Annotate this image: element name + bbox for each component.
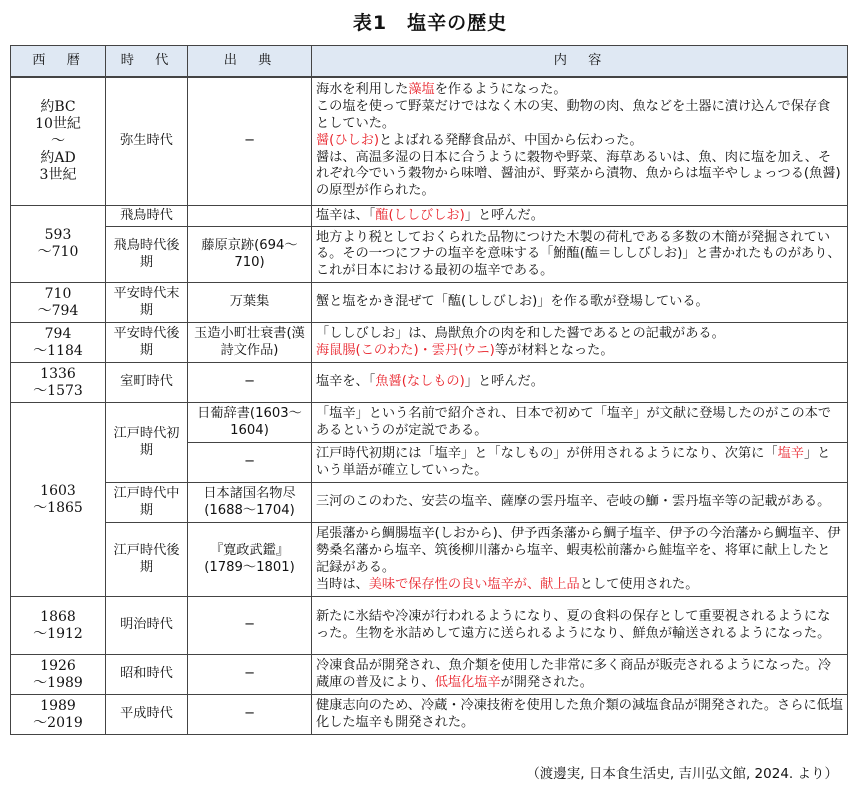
- source-cell: 日葡辞書(1603〜1604): [188, 403, 312, 443]
- source-cell: 『寛政武鑑』(1789〜1801): [188, 523, 312, 597]
- content-cell: [312, 227, 848, 283]
- content-text: 三河のこのわた、安芸の塩辛、薩摩の雲丹塩辛、壱岐の鰤・雲丹塩辛等の記載がある。: [316, 494, 831, 510]
- era-cell: 弥生時代: [106, 77, 188, 205]
- year-cell: 794 〜1184: [11, 323, 106, 363]
- era-cell: 飛鳥時代後期: [106, 227, 188, 283]
- header-source: 出 典: [188, 46, 312, 78]
- content-text: 塩辛は、「: [316, 207, 376, 223]
- content-text: 地方より税としておくられた品物につけた木製の荷札である多数の木簡が発掘されている。その一つにフナの塩辛を意味する「鮒醢(醢＝ししびしお)」と書かれたものがあり、これが日本における最初の塩辛である。: [316, 229, 841, 279]
- year-cell: 1868 〜1912: [11, 597, 106, 655]
- header-era: 時 代: [106, 46, 188, 78]
- highlight-text: 醢(ししびしお): [375, 207, 465, 223]
- content-paragraph: [316, 698, 843, 732]
- content-text: 尾張藩から鯛腸塩辛(しおから)、伊予西条藩から鯛子塩辛、伊予の今治藩から鯛塩辛、伊勢桑名藩から塩辛、筑後柳川藩から塩辛、蝦夷松前藩から鮭塩辛を、将軍に献上したと記録がある。: [316, 526, 841, 575]
- content-text: この塩を使って野菜だけではなく木の実、動物の肉、魚などを土器に漬け込んで保存食としていた。: [316, 99, 831, 132]
- content-text: 醤は、高温多湿の日本に合うように穀物や野菜、海草あるいは、魚、肉に塩を加え、それぞれ今でいう穀物から味噌、醤油が、野菜から漬物、魚からは塩辛やしょっつる(魚醤)の原型が作られた。: [316, 149, 841, 199]
- content-text: 蟹と塩をかき混ぜて「醢(ししびしお)」を作る歌が登場している。: [316, 294, 709, 310]
- highlight-text: 低塩化塩辛: [434, 674, 501, 690]
- source-cell: 玉造小町壮衰書(漢詩文作品): [188, 323, 312, 363]
- content-paragraph: [316, 99, 843, 133]
- content-paragraph: [316, 230, 843, 280]
- era-cell: 江戸時代後期: [106, 523, 188, 597]
- header-year: 西 暦: [11, 46, 106, 78]
- highlight-text: 醤(ひしお): [316, 132, 380, 148]
- header-row: [11, 46, 848, 78]
- source-cell: −: [188, 597, 312, 655]
- content-cell: [312, 523, 848, 597]
- table-row: [11, 403, 848, 443]
- table-row: [11, 205, 848, 227]
- content-text: 」という単語が確立していった。: [316, 446, 831, 478]
- content-cell: [312, 403, 848, 443]
- highlight-text: 藻塩: [408, 82, 435, 98]
- highlight-text: 魚醤(なしもの): [375, 374, 465, 390]
- year-cell: 1603 〜1865: [11, 403, 106, 597]
- table-row: [11, 523, 848, 597]
- content-cell: [312, 443, 848, 483]
- citation: （渡邊実, 日本食生活史, 吉川弘文館, 2024. より）: [526, 766, 838, 782]
- table-row: [11, 77, 848, 205]
- header-content: 内 容: [312, 46, 848, 78]
- source-cell: 万葉集: [188, 283, 312, 323]
- table-title: 表1 塩辛の歴史: [352, 12, 508, 34]
- year-cell: 約BC 10世紀 〜 約AD 3世紀: [11, 77, 106, 205]
- table-row: [11, 483, 848, 523]
- era-cell: 明治時代: [106, 597, 188, 655]
- content-cell: [312, 695, 848, 735]
- highlight-text: 海鼠腸(このわた)・雲丹(ウニ): [316, 342, 495, 358]
- content-paragraph: [316, 577, 843, 594]
- content-text: 「ししびしお」は、鳥獣魚介の肉を和した醤であるとの記載がある。: [316, 326, 725, 341]
- content-cell: [312, 205, 848, 227]
- table-row: [11, 323, 848, 363]
- content-text: を作るようになった。: [434, 82, 567, 98]
- source-cell: [188, 205, 312, 227]
- content-text: 」と呼んだ。: [464, 374, 544, 390]
- content-text: 当時は、: [316, 576, 369, 592]
- content-paragraph: [316, 494, 843, 511]
- era-cell: 飛鳥時代: [106, 205, 188, 227]
- content-text: 健康志向のため、冷蔵・冷凍技術を使用した魚介類の減塩食品が開発された。さらに低塩化した塩辛も開発された。: [316, 698, 843, 730]
- content-paragraph: [316, 294, 843, 311]
- era-cell: 江戸時代中期: [106, 483, 188, 523]
- table-row: [11, 363, 848, 403]
- content-text: 等が材料となった。: [494, 342, 614, 358]
- content-cell: [312, 363, 848, 403]
- era-cell: 室町時代: [106, 363, 188, 403]
- content-text: 海水を利用した: [316, 82, 409, 98]
- content-paragraph: [316, 133, 843, 150]
- highlight-text: 塩辛: [777, 446, 804, 461]
- content-cell: [312, 483, 848, 523]
- content-paragraph: [316, 150, 843, 200]
- table-row: [11, 695, 848, 735]
- content-cell: [312, 283, 848, 323]
- content-paragraph: [316, 609, 843, 643]
- source-cell: −: [188, 695, 312, 735]
- content-paragraph: [316, 658, 843, 692]
- content-cell: [312, 323, 848, 363]
- era-cell: 平安時代末期: [106, 283, 188, 323]
- content-paragraph: [316, 526, 843, 576]
- era-cell: 平安時代後期: [106, 323, 188, 363]
- history-table: [10, 45, 848, 735]
- content-text: 冷凍食品が開発され、魚介類を使用した非常に多く商品が販売されるようになった。冷蔵庫の普及により、: [316, 658, 832, 690]
- table-row: [11, 227, 848, 283]
- content-text: 新たに氷結や冷凍が行われるようになり、夏の食料の保存として重要視されるようになった。生物を氷詰めして遠方に送られるようになり、鮮魚が輸送されるようになった。: [316, 609, 831, 641]
- year-cell: 593 〜710: [11, 205, 106, 283]
- content-cell: [312, 77, 848, 205]
- content-paragraph: [316, 82, 843, 99]
- era-cell: 平成時代: [106, 695, 188, 735]
- content-paragraph: [316, 343, 843, 360]
- content-text: 江戸時代初期には「塩辛」と「なしもの」が併用されるようになり、次第に「: [316, 446, 778, 461]
- source-cell: −: [188, 443, 312, 483]
- content-paragraph: [316, 374, 843, 391]
- highlight-text: 美味で保存性の良い塩辛が、献上品: [368, 576, 580, 592]
- content-paragraph: [316, 326, 843, 343]
- source-cell: −: [188, 655, 312, 695]
- source-cell: −: [188, 363, 312, 403]
- content-text: とよばれる発酵食品が、中国から伝わった。: [379, 132, 643, 148]
- source-cell: 日本諸国名物尽(1688〜1704): [188, 483, 312, 523]
- year-cell: 1926 〜1989: [11, 655, 106, 695]
- source-cell: −: [188, 77, 312, 205]
- era-cell: 江戸時代初期: [106, 403, 188, 483]
- content-paragraph: [316, 208, 843, 225]
- year-cell: 1336 〜1573: [11, 363, 106, 403]
- content-text: 」と呼んだ。: [464, 207, 544, 223]
- content-text: が開発された。: [500, 674, 593, 690]
- content-text: 塩辛を、「: [316, 374, 376, 390]
- year-cell: 1989 〜2019: [11, 695, 106, 735]
- content-paragraph: [316, 406, 843, 440]
- table-row: [11, 283, 848, 323]
- era-cell: 昭和時代: [106, 655, 188, 695]
- content-paragraph: [316, 446, 843, 480]
- source-cell: 藤原京跡(694〜710): [188, 227, 312, 283]
- content-cell: [312, 597, 848, 655]
- content-text: 「塩辛」という名前で紹介され、日本で初めて「塩辛」が文献に登場したのがこの本であるというのが定説である。: [316, 406, 832, 438]
- content-text: として使用された。: [579, 576, 699, 592]
- content-cell: [312, 655, 848, 695]
- table-row: [11, 655, 848, 695]
- table-row: [11, 597, 848, 655]
- year-cell: 710 〜794: [11, 283, 106, 323]
